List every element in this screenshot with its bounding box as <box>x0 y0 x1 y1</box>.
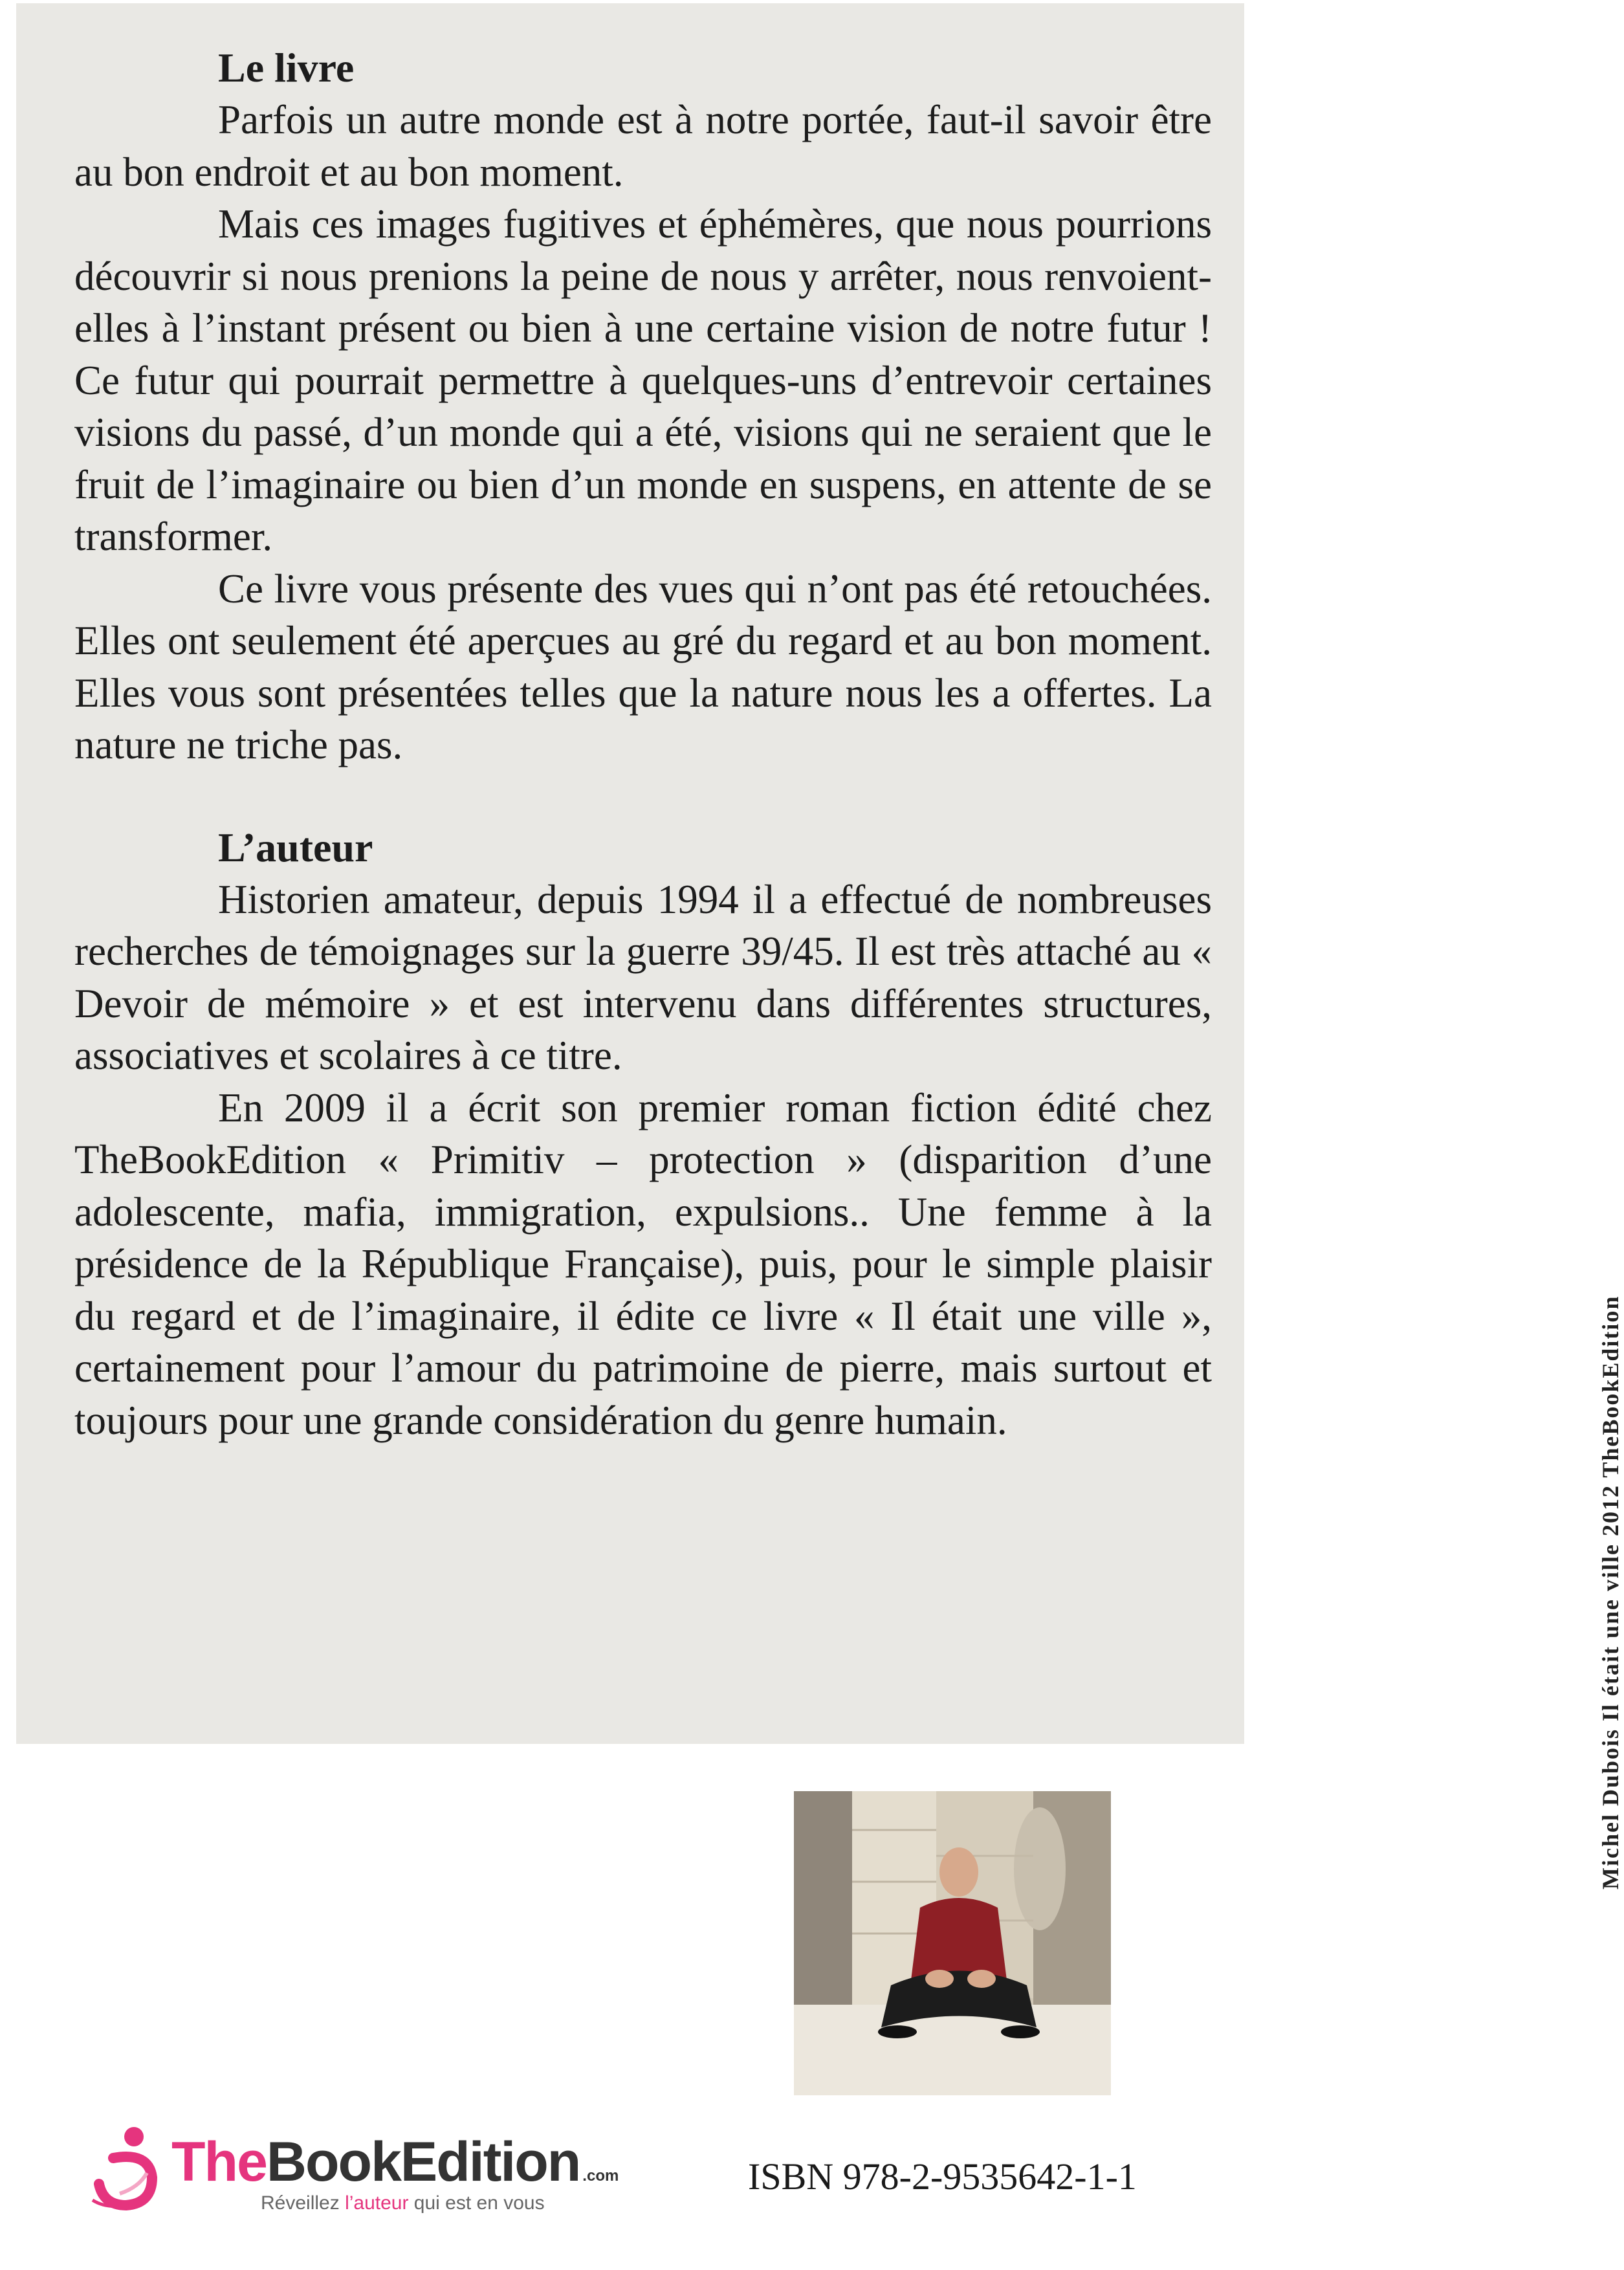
logo-tagline <box>261 2192 545 2214</box>
logo-dotcom: .com <box>582 2167 619 2185</box>
livre-paragraph-2: Mais ces images fugitives et éphémères, que nous pourrions découvrir si nous prenions la peine de nous y arrêter, nous renvoient-elles à l’instant présent ou bien à une certaine vision de notre futur ! Ce futur qui pourrait permettre à quelques-uns d’entrevoir certaines visions du passé, d’un monde qui a été, visions qui ne seraient que le fruit de l’imaginaire ou bien d’un monde en suspens, en attente de se transformer. <box>74 201 1212 559</box>
tagline-end: qui est en vous <box>408 2192 545 2214</box>
spine-title: Michel Dubois Il était une ville 2012 TheBookEdition <box>1597 1295 1623 1890</box>
logo-the: The <box>171 2131 267 2193</box>
isbn: ISBN 978-2-9535642-1-1 <box>748 2155 1137 2198</box>
logo-wordmark <box>171 2131 619 2193</box>
livre-paragraph-1: Parfois un autre monde est à notre portée, faut-il savoir être au bon endroit et au bon moment. <box>74 97 1212 195</box>
thebookedition-logo <box>87 2116 619 2220</box>
section-gap <box>74 771 1212 822</box>
author-photo <box>794 1791 1111 2095</box>
auteur-heading: L’auteur <box>218 824 373 870</box>
auteur-paragraph-1: Historien amateur, depuis 1994 il a effectué de nombreuses recherches de témoignages sur la guerre 39/45. Il est très attaché au « Devoir de mémoire » et est intervenu dans différentes structures, associatives et scolaires à ce titre. <box>74 876 1212 1078</box>
text-column <box>74 42 1212 1446</box>
livre-paragraph-3: Ce livre vous présente des vues qui n’ont pas été retouchées. Elles ont seulement été aperçues au gré du regard et au bon moment. Elles vous sont présentées telles que la nature nous les a offertes. La nature ne triche pas. <box>74 566 1212 767</box>
tagline-start: Réveillez <box>261 2192 346 2214</box>
author-photo-illustration <box>794 1791 1111 2095</box>
logo-bookedition: BookEdition <box>266 2131 580 2193</box>
auteur-paragraph-2: En 2009 il a écrit son premier roman fiction édité chez TheBookEdition « Primitiv – protection » (disparition d’une adolescente, mafia, immigration, expulsions.. Une femme à la présidence de la République Française), puis, pour le simple plaisir du regard et de l’imaginaire, il édite ce livre « Il était une ville », certainement pour l’amour du patrimoine de pierre, mais surtout et toujours pour une grande considération du genre humain. <box>74 1085 1212 1443</box>
livre-heading: Le livre <box>218 45 355 91</box>
tagline-highlight: l’auteur <box>345 2192 409 2214</box>
back-cover-text-panel <box>16 3 1244 1744</box>
pink-pen-swirl-icon <box>87 2122 171 2213</box>
